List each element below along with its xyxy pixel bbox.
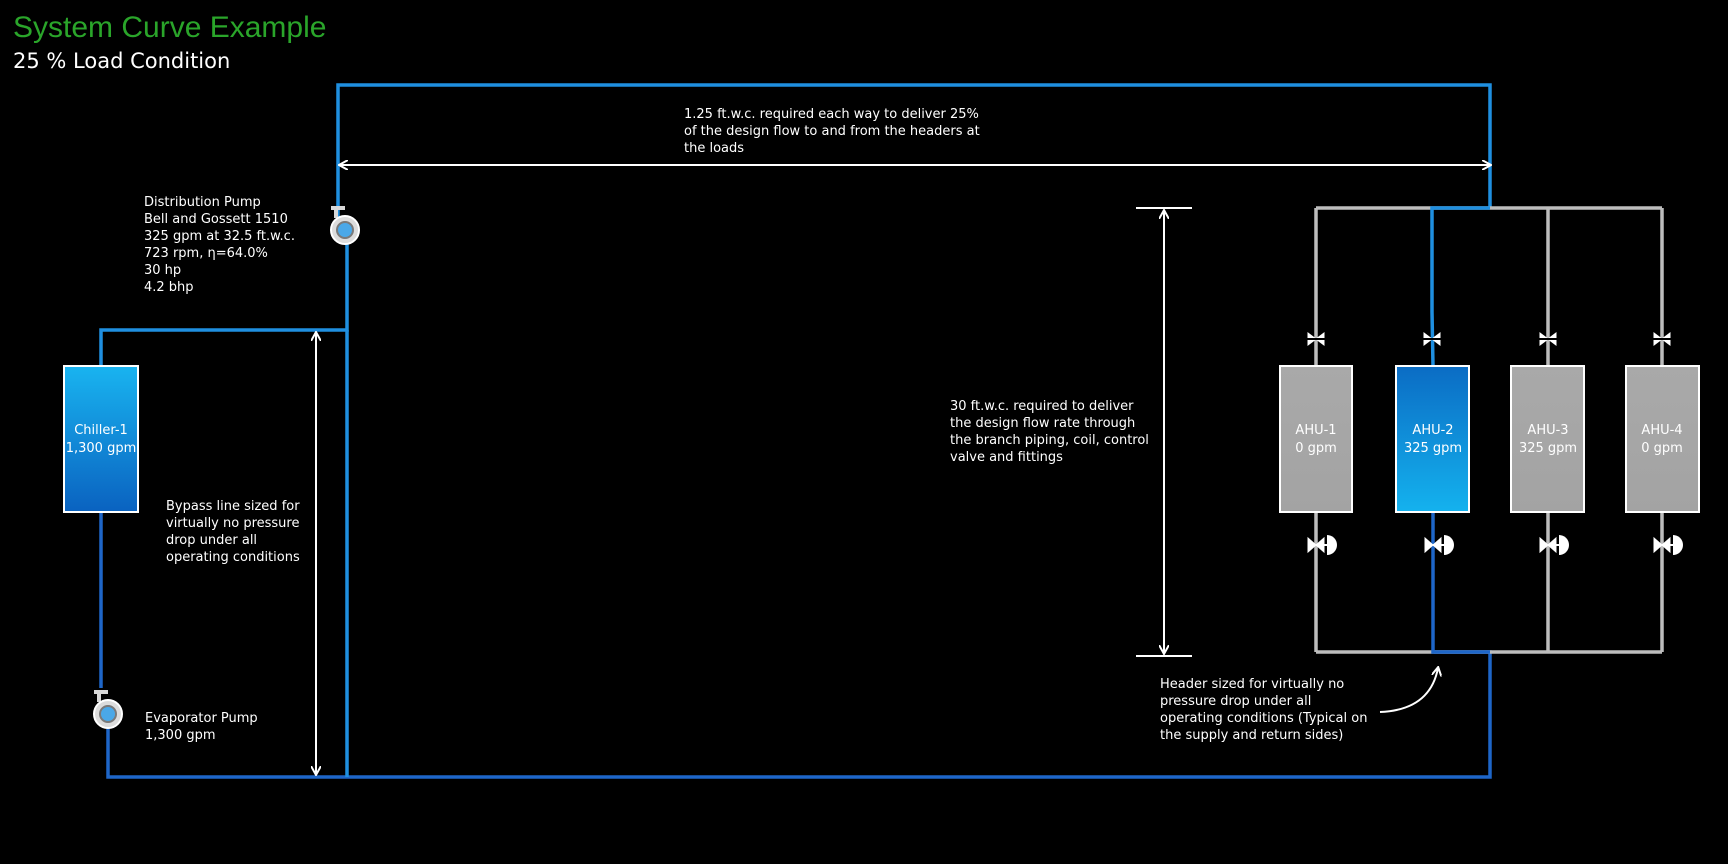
ahu-flow: 325 gpm <box>1403 441 1463 456</box>
ahu-flow: 0 gpm <box>1641 441 1683 456</box>
ahu-1 <box>1280 366 1352 512</box>
control-valve-icon <box>1425 535 1454 555</box>
ahu-name: AHU-1 <box>1295 423 1337 438</box>
control-valve-icon <box>1654 535 1683 555</box>
header-sizing-note: Header sized for virtually no pressure drop under all operating conditions (Typical on the supply and return sides) <box>1160 677 1368 743</box>
ahu-flow: 325 gpm <box>1518 441 1578 456</box>
ahu-flow: 0 gpm <box>1295 441 1337 456</box>
branch-pressure-note: 30 ft.w.c. required to deliver the design flow rate through the branch piping, coil, control valve and fittings <box>950 399 1149 465</box>
evaporator-pump-label: Evaporator Pump 1,300 gpm <box>145 711 258 743</box>
ahu-name: AHU-3 <box>1527 423 1569 438</box>
ahu-4 <box>1626 366 1699 512</box>
control-valve-icon <box>1540 535 1569 555</box>
diagram-subtitle: 25 % Load Condition <box>13 49 231 73</box>
ahu-name: AHU-4 <box>1641 423 1683 438</box>
chiller-flow: 1,300 gpm <box>65 441 137 456</box>
ahu-3 <box>1511 366 1584 512</box>
control-valve-icon <box>1308 535 1337 555</box>
chiller-1 <box>64 366 138 512</box>
branch-dimension-arrow <box>1136 208 1192 656</box>
evaporator-pump-icon <box>94 690 122 728</box>
ahu-name: AHU-2 <box>1412 423 1454 438</box>
distribution-pump-label: Distribution Pump Bell and Gossett 1510 325 gpm at 32.5 ft.w.c. 723 rpm, η=64.0% 30 hp 4.2 bhp <box>144 195 295 295</box>
load-headers <box>1316 208 1662 652</box>
ahu-2 <box>1396 366 1469 512</box>
header-note-arrow <box>1380 668 1438 712</box>
header-pressure-note: 1.25 ft.w.c. required each way to deliver 25% of the design flow to and from the headers at the loads <box>684 107 980 156</box>
chiller-name: Chiller-1 <box>74 423 128 438</box>
diagram-title: System Curve Example <box>13 11 327 44</box>
bypass-note: Bypass line sized for virtually no pressure drop under all operating conditions <box>166 499 300 565</box>
distribution-pump-icon <box>331 206 359 244</box>
